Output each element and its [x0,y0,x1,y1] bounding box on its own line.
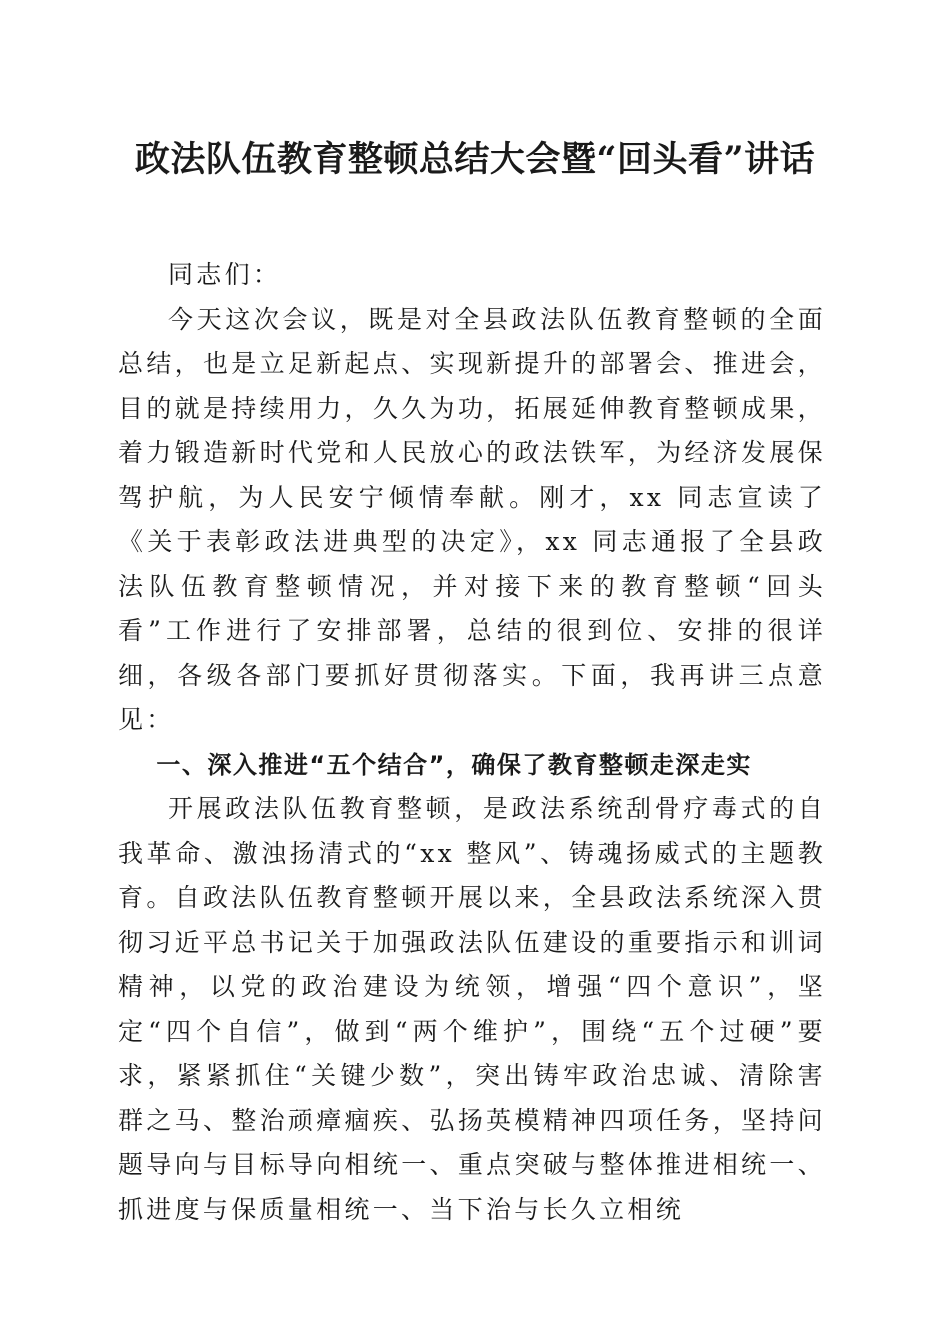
section-paragraph-1: 开展政法队伍教育整顿，是政法系统刮骨疗毒式的自我革命、激浊扬清式的“xx 整风”、铸魂扬威式的主题教育。自政法队伍教育整顿开展以来，全县政法系统深入贯彻习近平总书记关于加强政法队伍建设的重要指示和训词精神，以党的政治建设为统领，增强“四个意识”，坚定“四个自信”，做到“两个维护”，围绕“五个过硬”要求，紧紧抓住“关键少数”，突出铸牢政治忠诚、清除害群之马、整治顽瘴痼疾、弘扬英模精神四项任务，坚持问题导向与目标导向相统一、重点突破与整体推进相统一、抓进度与保质量相统一、当下治与长久立相统 [118,794,826,1224]
salutation: 同志们： [168,260,282,289]
document-body [118,253,826,1232]
document-title: 政法队伍教育整顿总结大会暨“回头看”讲话 [134,139,816,180]
section-heading-1: 一、深入推进“五个结合”，确保了教育整顿走深走实 [156,750,752,779]
intro-paragraph: 今天这次会议，既是对全县政法队伍教育整顿的全面总结，也是立足新起点、实现新提升的部署会、推进会，目的就是持续用力，久久为功，拓展延伸教育整顿成果，着力锻造新时代党和人民放心的政法铁军，为经济发展保驾护航，为人民安宁倾情奉献。刚才，xx 同志宣读了《关于表彰政法进典型的决定》，xx 同志通报了全县政法队伍教育整顿情况，并对接下来的教育整顿“回头看”工作进行了安排部署，总结的很到位、安排的很详细，各级各部门要抓好贯彻落实。下面，我再讲三点意见： [118,304,826,734]
